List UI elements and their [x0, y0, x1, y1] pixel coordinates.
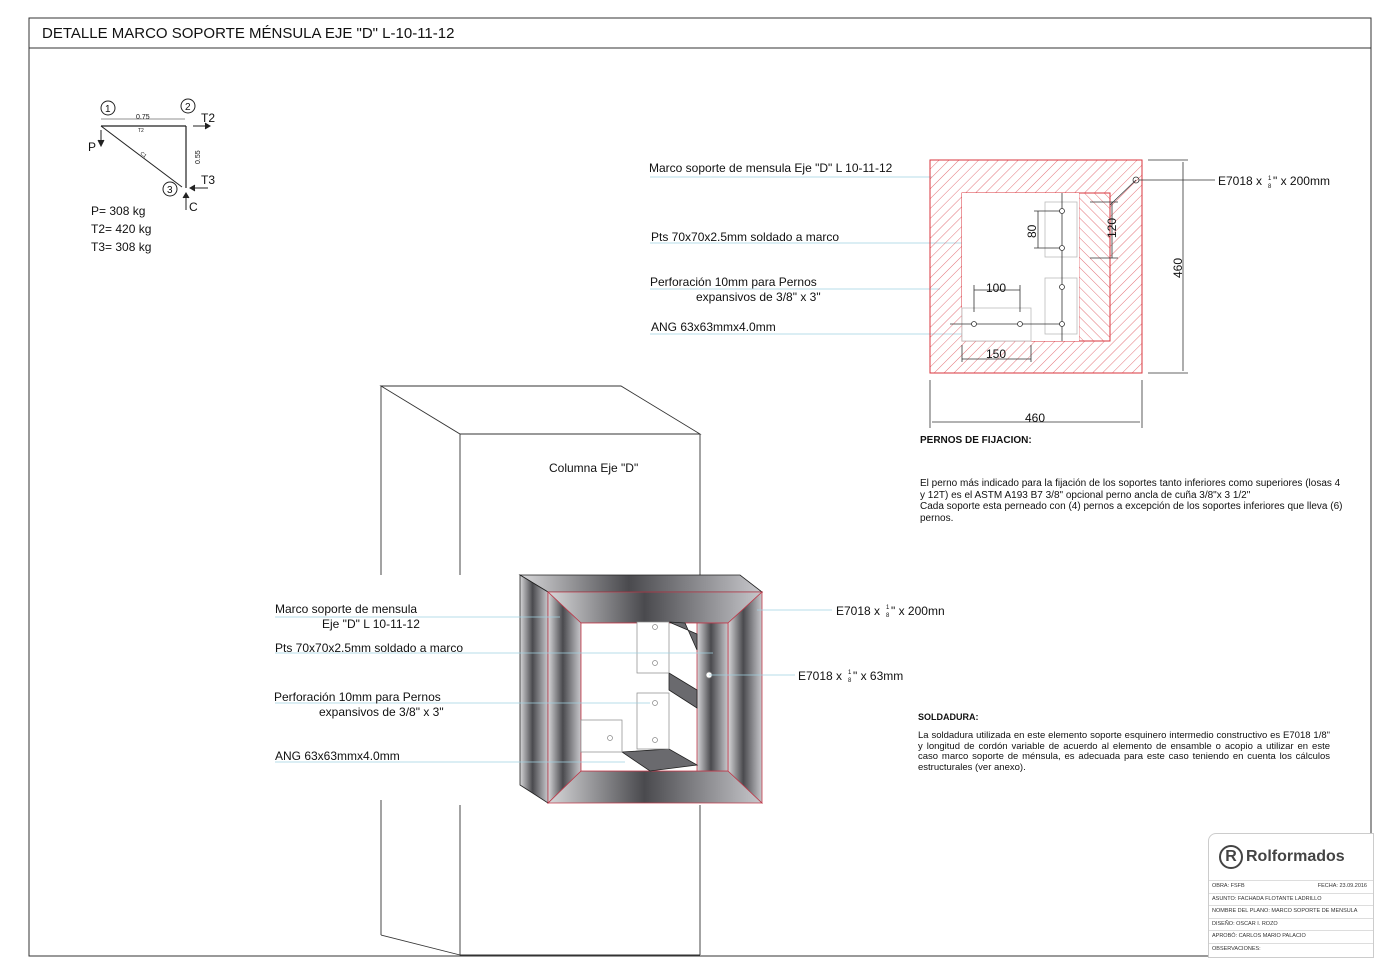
pernos-paragraph-1: El perno más indicado para la fijación de los soportes tanto inferiores como superiores (losas 4 y 12T) es el ASTM A193 B7 3/8" opcional perno ancla de cuña 3/8"x 3 1/2": [920, 478, 1341, 501]
tb-obra-row: [1209, 880, 1373, 893]
dim-80: 80: [1025, 224, 1039, 238]
svg-text:" x 200mm: " x 200mm: [1273, 174, 1330, 188]
tb-plano: NOMBRE DEL PLANO: MARCO SOPORTE DE MENSULA: [1212, 908, 1358, 914]
tb-diseno: DISEÑO: OSCAR I. ROZO: [1212, 920, 1278, 927]
node-1-label: 1: [105, 104, 111, 115]
svg-text:E7018 x: E7018 x: [836, 604, 881, 618]
truss-labels: [88, 102, 215, 254]
title-block: [1208, 833, 1374, 958]
member-top: T2: [138, 128, 144, 134]
iso-label-frame: Marco soporte de mensula: [275, 602, 418, 616]
dim-top: 0.75: [136, 114, 150, 121]
iso-label-plates: Pts 70x70x2.5mm soldado a marco: [275, 641, 464, 655]
logo-r-icon: R: [1219, 845, 1243, 869]
dim-height: 460: [1171, 257, 1185, 278]
node-2-label: 2: [185, 102, 191, 113]
tb-aprobo: APROBÓ: CARLOS MARIO PALACIO: [1212, 933, 1306, 939]
svg-text:" x 63mm: " x 63mm: [853, 669, 904, 683]
truss-diagram: [98, 99, 210, 210]
pernos-heading: PERNOS DE FIJACION:: [920, 435, 1032, 446]
soldadura-heading: SOLDADURA:: [918, 712, 979, 722]
dim-side: 0.55: [195, 150, 202, 164]
load-t3: T3: [201, 173, 216, 187]
tb-fecha: FECHA: 23.09.2016: [1317, 883, 1367, 889]
iso-weld-label-2: [798, 669, 903, 684]
frame-3d: [520, 575, 762, 803]
result-t2: T2= 420 kg: [91, 222, 152, 236]
dim-width: 460: [1025, 411, 1046, 425]
svg-text:8: 8: [848, 678, 852, 684]
plan-label-angle: ANG 63x63mmx4.0mm: [651, 320, 776, 334]
iso-label-angle: ANG 63x63mmx4.0mm: [275, 749, 400, 763]
load-p: P: [88, 140, 97, 154]
pernos-paragraph-2: Cada soporte esta perneado con (4) pernos a excepción de los soportes inferiores que lleva (6) pernos.: [920, 501, 1343, 524]
load-c: C: [189, 200, 198, 214]
tb-observaciones: OBSERVACIONES:: [1212, 945, 1261, 952]
iso-label-perforation: Perforación 10mm para Pernos: [274, 690, 441, 704]
load-t2: T2: [201, 111, 216, 125]
svg-text:E7018 x: E7018 x: [798, 669, 843, 683]
pernos-text: [920, 478, 1345, 524]
svg-text:1: 1: [1268, 176, 1272, 182]
plan-label-plates: Pts 70x70x2.5mm soldado a marco: [651, 230, 840, 244]
member-diag: C1: [138, 150, 148, 160]
node-3-label: 3: [167, 185, 173, 196]
svg-text:E7018 x: E7018 x: [1218, 174, 1263, 188]
iso-detail: [274, 386, 945, 955]
svg-text:8: 8: [1268, 184, 1272, 190]
dim-150: 150: [986, 347, 1007, 361]
tb-obra: OBRA: FSFB: [1212, 883, 1245, 889]
angle-section-hatch: [1079, 193, 1110, 341]
result-t3: T3= 308 kg: [91, 240, 152, 254]
company-logo: [1209, 834, 1373, 880]
result-p: P= 308 kg: [91, 204, 146, 218]
logo-text: Rolformados: [1246, 848, 1345, 865]
plan-label-perforation: Perforación 10mm para Pernos: [650, 275, 817, 289]
drawing-title: DETALLE MARCO SOPORTE MÉNSULA EJE "D" L-10-11-12: [42, 25, 455, 42]
column-label: Columna Eje "D": [549, 461, 639, 475]
iso-label-frame-2: Eje "D" L 10-11-12: [322, 617, 420, 631]
dim-100: 100: [986, 281, 1007, 295]
iso-weld-label-1: [836, 604, 945, 619]
plan-detail: [649, 160, 1330, 428]
plan-weld-label: [1218, 174, 1330, 190]
plan-label-frame: Marco soporte de mensula Eje "D" L 10-11-12: [649, 161, 893, 175]
plan-label-perforation-2: expansivos de 3/8" x 3": [696, 290, 821, 304]
iso-label-perforation-2: expansivos de 3/8" x 3": [319, 705, 444, 719]
svg-text:1: 1: [886, 605, 890, 611]
dim-120: 120: [1105, 217, 1119, 238]
tb-asunto: ASUNTO: FACHADA FLOTANTE LADRILLO: [1212, 895, 1322, 902]
svg-text:" x 200mn: " x 200mn: [891, 604, 945, 618]
svg-text:1: 1: [848, 670, 852, 676]
svg-text:8: 8: [886, 613, 890, 619]
soldadura-text: La soldadura utilizada en este elemento soporte esquinero intermedio constructivo es E7018 1/8" y longitud de cordón variable de acuerdo al elemento de ensamble o acopio a utilizar en este caso marco soporte de ménsula, es adecuada para este caso teniendo en cuenta los cálculos estructurales (ver anexo).: [918, 730, 1330, 773]
